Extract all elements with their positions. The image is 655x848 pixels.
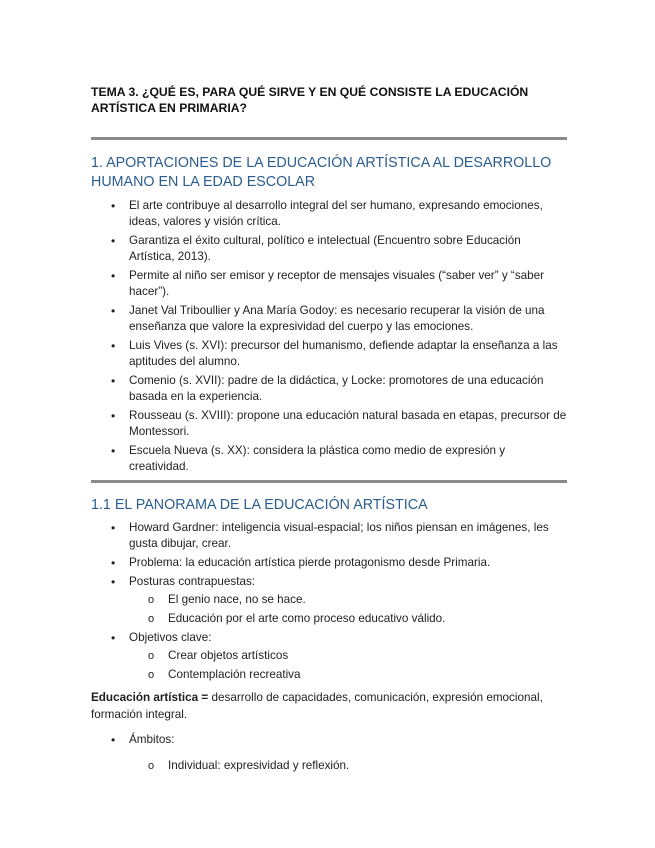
list-item: • Janet Val Triboullier y Ana María Godoy: es necesario recuperar la visión de una enseñanza que valore la expresividad del cuerpo y las emociones. <box>91 303 567 335</box>
sublist-item: o El genio nace, no se hace. <box>129 592 567 608</box>
list-item-label: Objetivos clave: <box>129 631 212 644</box>
ambitos-list <box>91 732 567 774</box>
list-item-label: Posturas contrapuestas: <box>129 575 256 588</box>
document-page <box>91 84 567 777</box>
sublist-item: o Crear objetos artísticos <box>129 648 567 664</box>
ambitos-sublist <box>129 758 567 774</box>
objetivos-sublist <box>129 648 567 683</box>
section-divider <box>91 480 567 483</box>
sublist-item: o Individual: expresividad y reflexión. <box>129 758 567 774</box>
list-item: • Permite al niño ser emisor y receptor de mensajes visuales (“saber ver” y “saber hacer”). <box>91 268 567 300</box>
posturas-sublist <box>129 592 567 627</box>
list-item <box>91 574 567 627</box>
list-item: • Garantiza el éxito cultural, político e intelectual (Encuentro sobre Educación Artística, 2013). <box>91 233 567 265</box>
sublist-item: o Contemplación recreativa <box>129 667 567 683</box>
section-1-heading: 1. APORTACIONES DE LA EDUCACIÓN ARTÍSTICA AL DESARROLLO HUMANO EN LA EDAD ESCOLAR <box>91 155 552 190</box>
list-item-label: Ámbitos: <box>129 733 175 746</box>
list-item <box>91 732 567 774</box>
definition-text: desarrollo de capacidades, comunicación, expresión emocional, formación integral. <box>91 691 543 721</box>
list-item: • Comenio (s. XVII): padre de la didáctica, y Locke: promotores de una educación basada en la experiencia. <box>91 373 567 405</box>
list-item: • Problema: la educación artística pierde protagonismo desde Primaria. <box>91 555 567 571</box>
document-title: TEMA 3. ¿QUÉ ES, PARA QUÉ SIRVE Y EN QUÉ CONSISTE LA EDUCACIÓN ARTÍSTICA EN PRIMARIA? <box>91 85 529 115</box>
definition-paragraph <box>91 689 567 723</box>
list-item: • Rousseau (s. XVIII): propone una educación natural basada en etapas, precursor de Montessori. <box>91 408 567 440</box>
list-item: • Escuela Nueva (s. XX): considera la plástica como medio de expresión y creatividad. <box>91 443 567 475</box>
list-item: • Howard Gardner: inteligencia visual-espacial; los niños piensan en imágenes, les gusta dibujar, crear. <box>91 520 567 552</box>
list-item: • El arte contribuye al desarrollo integral del ser humano, expresando emociones, ideas, valores y visión crítica. <box>91 198 567 230</box>
section-1-1-heading: 1.1 EL PANORAMA DE LA EDUCACIÓN ARTÍSTICA <box>91 497 428 513</box>
definition-term: Educación artística = <box>91 691 209 704</box>
list-item <box>91 630 567 683</box>
section-1-list <box>91 198 567 475</box>
sublist-item: o Educación por el arte como proceso educativo válido. <box>129 611 567 627</box>
section-1-1-list <box>91 520 567 683</box>
section-divider <box>91 137 567 140</box>
list-item: • Luis Vives (s. XVI): precursor del humanismo, defiende adaptar la enseñanza a las aptitudes del alumno. <box>91 338 567 370</box>
